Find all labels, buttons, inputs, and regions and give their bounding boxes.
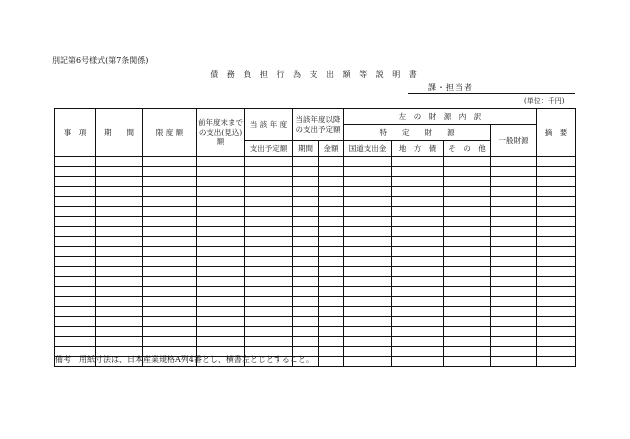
table-row	[55, 177, 576, 187]
table-cell[interactable]	[293, 177, 319, 187]
header-ikou: 当該年度以降の支出予定額	[293, 109, 344, 141]
table-cell[interactable]	[537, 307, 576, 317]
header-sonota: そ の 他	[444, 141, 491, 157]
table-cell[interactable]	[293, 307, 319, 317]
table-cell[interactable]	[537, 157, 576, 167]
table-cell[interactable]	[245, 187, 293, 197]
table-cell[interactable]	[319, 207, 344, 217]
table-cell[interactable]	[96, 257, 143, 267]
table-cell[interactable]	[197, 167, 245, 177]
table-cell[interactable]	[444, 207, 491, 217]
table-cell[interactable]	[444, 267, 491, 277]
table-cell[interactable]	[55, 337, 96, 347]
table-cell[interactable]	[143, 277, 197, 287]
table-cell[interactable]	[319, 287, 344, 297]
table-cell[interactable]	[55, 227, 96, 237]
table-cell[interactable]	[491, 257, 537, 267]
table-cell[interactable]	[491, 317, 537, 327]
table-row	[55, 217, 576, 227]
table-cell[interactable]	[96, 327, 143, 337]
table-cell[interactable]	[444, 247, 491, 257]
table-cell[interactable]	[344, 157, 392, 167]
table-cell[interactable]	[319, 267, 344, 277]
table-cell[interactable]	[491, 207, 537, 217]
table-cell[interactable]	[537, 177, 576, 187]
table-cell[interactable]	[143, 187, 197, 197]
table-row	[55, 337, 576, 347]
table-cell[interactable]	[293, 287, 319, 297]
table-cell[interactable]	[245, 317, 293, 327]
table-cell[interactable]	[491, 197, 537, 207]
table-cell[interactable]	[293, 227, 319, 237]
department-underline	[408, 93, 575, 94]
table-row	[55, 187, 576, 197]
table-cell[interactable]	[392, 347, 444, 357]
table-row	[55, 297, 576, 307]
table-cell[interactable]	[55, 207, 96, 217]
table-cell[interactable]	[444, 227, 491, 237]
table-cell[interactable]	[319, 297, 344, 307]
table-row	[55, 237, 576, 247]
header-tekiyou: 摘 要	[537, 109, 576, 157]
expenditure-table	[54, 108, 576, 367]
table-cell[interactable]	[491, 287, 537, 297]
table-row	[55, 167, 576, 177]
table-cell[interactable]	[319, 237, 344, 247]
table-cell[interactable]	[491, 187, 537, 197]
table-cell[interactable]	[143, 157, 197, 167]
table-cell[interactable]	[319, 227, 344, 237]
table-cell[interactable]	[344, 307, 392, 317]
table-row	[55, 247, 576, 257]
table-cell[interactable]	[392, 267, 444, 277]
table-cell[interactable]	[143, 177, 197, 187]
table-cell[interactable]	[197, 177, 245, 187]
table-cell[interactable]	[197, 307, 245, 317]
table-cell[interactable]	[197, 237, 245, 247]
form-number-label: 別記第6号様式(第7条関係)	[52, 56, 149, 65]
table-cell[interactable]	[143, 197, 197, 207]
table-row	[55, 197, 576, 207]
table-cell[interactable]	[319, 337, 344, 347]
table-cell[interactable]	[55, 187, 96, 197]
header-tokutei: 特 定 財 源	[344, 125, 491, 141]
table-cell[interactable]	[537, 297, 576, 307]
table-cell[interactable]	[245, 257, 293, 267]
table-cell[interactable]	[96, 247, 143, 257]
table-cell[interactable]	[293, 237, 319, 247]
table-cell[interactable]	[392, 217, 444, 227]
table-row	[55, 327, 576, 337]
table-cell[interactable]	[537, 227, 576, 237]
header-kokko: 国道支出金	[344, 141, 392, 157]
table-cell[interactable]	[245, 167, 293, 177]
table-cell[interactable]	[344, 237, 392, 247]
table-cell[interactable]	[293, 207, 319, 217]
table-cell[interactable]	[444, 317, 491, 327]
table-cell[interactable]	[491, 267, 537, 277]
table-cell[interactable]	[344, 287, 392, 297]
table-cell[interactable]	[197, 267, 245, 277]
table-cell[interactable]	[143, 267, 197, 277]
table-cell[interactable]	[444, 347, 491, 357]
table-cell[interactable]	[319, 167, 344, 177]
table-cell[interactable]	[344, 247, 392, 257]
table-cell[interactable]	[55, 237, 96, 247]
table-cell[interactable]	[293, 257, 319, 267]
table-cell[interactable]	[293, 277, 319, 287]
table-cell[interactable]	[293, 337, 319, 347]
table-cell[interactable]	[143, 167, 197, 177]
header-jikou: 事 項	[55, 109, 96, 157]
table-cell[interactable]	[55, 217, 96, 227]
table-cell[interactable]	[392, 187, 444, 197]
table-cell[interactable]	[245, 307, 293, 317]
table-cell[interactable]	[96, 217, 143, 227]
table-cell[interactable]	[491, 177, 537, 187]
table-cell[interactable]	[392, 307, 444, 317]
table-cell[interactable]	[392, 207, 444, 217]
table-cell[interactable]	[344, 337, 392, 347]
table-cell[interactable]	[392, 177, 444, 187]
table-cell[interactable]	[96, 287, 143, 297]
table-cell[interactable]	[392, 167, 444, 177]
table-cell[interactable]	[444, 297, 491, 307]
header-gendo: 限 度 額	[143, 109, 197, 157]
table-cell[interactable]	[245, 287, 293, 297]
table-cell[interactable]	[245, 197, 293, 207]
table-row	[55, 207, 576, 217]
table-cell[interactable]	[344, 187, 392, 197]
table-cell[interactable]	[143, 297, 197, 307]
table-cell[interactable]	[96, 297, 143, 307]
table-cell[interactable]	[444, 167, 491, 177]
table-cell[interactable]	[392, 327, 444, 337]
table-cell[interactable]	[143, 317, 197, 327]
table-cell[interactable]	[392, 257, 444, 267]
table-cell[interactable]	[293, 317, 319, 327]
table-cell[interactable]	[344, 347, 392, 357]
table-cell[interactable]	[143, 327, 197, 337]
table-cell[interactable]	[293, 247, 319, 257]
table-cell[interactable]	[319, 187, 344, 197]
header-tougai: 当 該 年 度	[245, 109, 293, 141]
header-kikan: 期 間	[96, 109, 143, 157]
table-row	[55, 257, 576, 267]
table-cell[interactable]	[245, 267, 293, 277]
footnote-remarks: 備考 用紙寸法は、日本産業規格A列4番とし、横書左とじとすること。	[55, 355, 314, 364]
table-cell[interactable]	[293, 187, 319, 197]
table-cell[interactable]	[444, 187, 491, 197]
table-cell[interactable]	[319, 177, 344, 187]
table-cell[interactable]	[96, 317, 143, 327]
table-cell[interactable]	[491, 237, 537, 247]
table-cell[interactable]	[96, 267, 143, 277]
table-cell[interactable]	[319, 157, 344, 167]
table-cell[interactable]	[293, 327, 319, 337]
table-cell[interactable]	[444, 257, 491, 267]
table-cell[interactable]	[197, 287, 245, 297]
table-cell[interactable]	[245, 237, 293, 247]
table-cell[interactable]	[293, 167, 319, 177]
table-cell[interactable]	[245, 337, 293, 347]
table-row	[55, 307, 576, 317]
table-cell[interactable]	[319, 217, 344, 227]
table-cell[interactable]	[96, 187, 143, 197]
table-cell[interactable]	[245, 297, 293, 307]
table-cell[interactable]	[444, 237, 491, 247]
table-cell[interactable]	[143, 337, 197, 347]
table-cell[interactable]	[491, 327, 537, 337]
table-cell[interactable]	[537, 167, 576, 177]
table-cell[interactable]	[344, 207, 392, 217]
table-cell[interactable]	[344, 277, 392, 287]
table-cell[interactable]	[96, 207, 143, 217]
table-cell[interactable]	[319, 357, 344, 367]
table-cell[interactable]	[392, 197, 444, 207]
header-zaigen: 左 の 財 源 内 訳	[344, 109, 537, 125]
table-cell[interactable]	[392, 337, 444, 347]
table-cell[interactable]	[392, 237, 444, 247]
table-cell[interactable]	[319, 327, 344, 337]
table-cell[interactable]	[491, 227, 537, 237]
header-tougai-sub: 支出予定額	[245, 141, 293, 157]
table-cell[interactable]	[537, 207, 576, 217]
table-cell[interactable]	[491, 277, 537, 287]
table-cell[interactable]	[319, 247, 344, 257]
table-cell[interactable]	[55, 177, 96, 187]
table-cell[interactable]	[143, 207, 197, 217]
table-cell[interactable]	[55, 307, 96, 317]
table-cell[interactable]	[344, 327, 392, 337]
table-cell[interactable]	[444, 307, 491, 317]
unit-note: (単位：千円)	[524, 97, 565, 105]
table-cell[interactable]	[245, 157, 293, 167]
table-cell[interactable]	[319, 347, 344, 357]
header-chihousai: 地 方 債	[392, 141, 444, 157]
table-row	[55, 157, 576, 167]
table-cell[interactable]	[55, 327, 96, 337]
table-cell[interactable]	[392, 357, 444, 367]
table-cell[interactable]	[143, 247, 197, 257]
table-cell[interactable]	[344, 297, 392, 307]
table-cell[interactable]	[444, 277, 491, 287]
table-cell[interactable]	[537, 357, 576, 367]
table-cell[interactable]	[319, 277, 344, 287]
table-cell[interactable]	[197, 217, 245, 227]
table-cell[interactable]	[537, 287, 576, 297]
table-cell[interactable]	[197, 327, 245, 337]
table-cell[interactable]	[444, 177, 491, 187]
table-cell[interactable]	[491, 297, 537, 307]
table-cell[interactable]	[392, 277, 444, 287]
header-ippan: 一般財源	[491, 125, 537, 157]
table-cell[interactable]	[197, 337, 245, 347]
table-cell[interactable]	[319, 317, 344, 327]
table-cell[interactable]	[319, 307, 344, 317]
table-cell[interactable]	[444, 217, 491, 227]
table-cell[interactable]	[197, 197, 245, 207]
table-cell[interactable]	[55, 287, 96, 297]
table-cell[interactable]	[96, 227, 143, 237]
table-cell[interactable]	[96, 237, 143, 247]
header-ikou-kikan: 期間	[293, 141, 319, 157]
table-cell[interactable]	[537, 247, 576, 257]
table-cell[interactable]	[344, 267, 392, 277]
table-cell[interactable]	[245, 217, 293, 227]
table-cell[interactable]	[55, 167, 96, 177]
table-cell[interactable]	[197, 257, 245, 267]
table-cell[interactable]	[537, 317, 576, 327]
table-cell[interactable]	[293, 267, 319, 277]
table-cell[interactable]	[491, 337, 537, 347]
table-cell[interactable]	[96, 167, 143, 177]
table-cell[interactable]	[293, 157, 319, 167]
table-cell[interactable]	[444, 197, 491, 207]
table-cell[interactable]	[491, 347, 537, 357]
table-cell[interactable]	[96, 307, 143, 317]
table-cell[interactable]	[444, 157, 491, 167]
table-cell[interactable]	[245, 177, 293, 187]
table-cell[interactable]	[491, 167, 537, 177]
table-cell[interactable]	[143, 307, 197, 317]
table-cell[interactable]	[537, 347, 576, 357]
table-cell[interactable]	[344, 177, 392, 187]
table-cell[interactable]	[96, 197, 143, 207]
table-row	[55, 317, 576, 327]
table-cell[interactable]	[96, 157, 143, 167]
table-cell[interactable]	[344, 227, 392, 237]
table-cell[interactable]	[392, 317, 444, 327]
table-cell[interactable]	[491, 217, 537, 227]
table-cell[interactable]	[96, 337, 143, 347]
table-cell[interactable]	[293, 217, 319, 227]
table-cell[interactable]	[293, 197, 319, 207]
table-cell[interactable]	[344, 217, 392, 227]
table-cell[interactable]	[143, 237, 197, 247]
table-cell[interactable]	[444, 337, 491, 347]
table-cell[interactable]	[444, 287, 491, 297]
table-cell[interactable]	[55, 267, 96, 277]
table-row	[55, 277, 576, 287]
table-cell[interactable]	[491, 307, 537, 317]
table-cell[interactable]	[344, 167, 392, 177]
table-cell[interactable]	[344, 357, 392, 367]
table-cell[interactable]	[55, 197, 96, 207]
table-cell[interactable]	[55, 157, 96, 167]
header-zennen: 前年度末までの支出(見込)額	[197, 109, 245, 157]
table-cell[interactable]	[392, 157, 444, 167]
department-label: 課・担当者	[428, 83, 473, 92]
table-cell[interactable]	[491, 157, 537, 167]
table-cell[interactable]	[537, 277, 576, 287]
table-cell[interactable]	[96, 177, 143, 187]
table-cell[interactable]	[197, 317, 245, 327]
table-cell[interactable]	[392, 287, 444, 297]
table-cell[interactable]	[537, 197, 576, 207]
table-cell[interactable]	[537, 257, 576, 267]
table-cell[interactable]	[245, 207, 293, 217]
table-cell[interactable]	[197, 207, 245, 217]
table-cell[interactable]	[55, 297, 96, 307]
table-cell[interactable]	[537, 337, 576, 347]
table-cell[interactable]	[197, 187, 245, 197]
table-cell[interactable]	[537, 187, 576, 197]
table-cell[interactable]	[537, 237, 576, 247]
table-cell[interactable]	[245, 227, 293, 237]
table-cell[interactable]	[491, 247, 537, 257]
table-cell[interactable]	[319, 197, 344, 207]
table-cell[interactable]	[197, 277, 245, 287]
table-cell[interactable]	[344, 197, 392, 207]
table-cell[interactable]	[537, 217, 576, 227]
table-cell[interactable]	[444, 357, 491, 367]
table-cell[interactable]	[143, 287, 197, 297]
table-cell[interactable]	[55, 247, 96, 257]
table-cell[interactable]	[143, 227, 197, 237]
header-ikou-kingaku: 金額	[319, 141, 344, 157]
table-cell[interactable]	[55, 317, 96, 327]
table-cell[interactable]	[245, 327, 293, 337]
table-cell[interactable]	[197, 227, 245, 237]
table-cell[interactable]	[444, 327, 491, 337]
table-cell[interactable]	[143, 257, 197, 267]
table-cell[interactable]	[537, 267, 576, 277]
table-cell[interactable]	[245, 247, 293, 257]
table-cell[interactable]	[344, 317, 392, 327]
table-cell[interactable]	[319, 257, 344, 267]
table-cell[interactable]	[197, 157, 245, 167]
table-cell[interactable]	[197, 247, 245, 257]
table-row	[55, 287, 576, 297]
table-cell[interactable]	[392, 247, 444, 257]
table-cell[interactable]	[344, 257, 392, 267]
table-cell[interactable]	[491, 357, 537, 367]
table-cell[interactable]	[537, 327, 576, 337]
table-cell[interactable]	[392, 297, 444, 307]
document-title: 債 務 負 担 行 為 支 出 額 等 説 明 書	[210, 70, 420, 79]
table-cell[interactable]	[55, 277, 96, 287]
table-cell[interactable]	[245, 277, 293, 287]
table-cell[interactable]	[197, 297, 245, 307]
table-cell[interactable]	[143, 217, 197, 227]
table-cell[interactable]	[96, 277, 143, 287]
table-cell[interactable]	[392, 227, 444, 237]
table-row	[55, 227, 576, 237]
table-row	[55, 267, 576, 277]
table-cell[interactable]	[55, 257, 96, 267]
table-cell[interactable]	[293, 297, 319, 307]
